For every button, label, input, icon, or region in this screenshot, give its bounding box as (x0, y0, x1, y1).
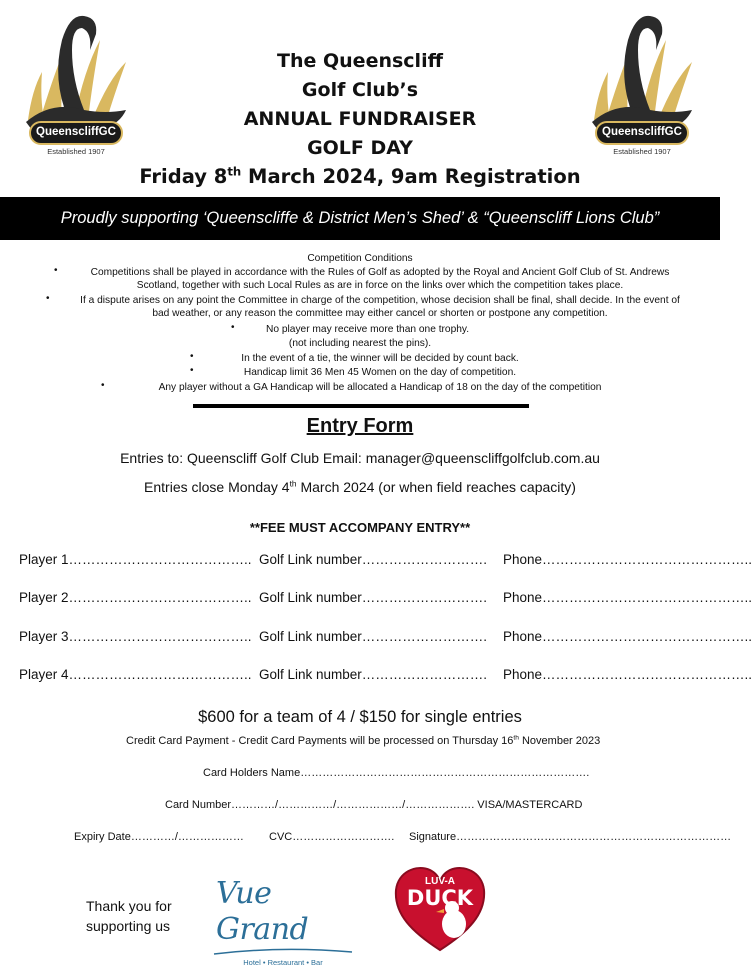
title-line-4: GOLF DAY (307, 137, 413, 159)
divider (193, 404, 529, 408)
luv-a-text: LUV-A (425, 876, 455, 887)
event-date: Friday 8th March 2024, 9am Registration (139, 164, 581, 188)
logo-badge-text: QueenscliffGC (36, 126, 116, 138)
player-2-field[interactable]: Player 2………………………………….. (19, 590, 252, 605)
credit-card-note: Credit Card Payment - Credit Card Payments will be processed on Thursday 16th November 2023 (126, 734, 601, 747)
player-4-phone-field[interactable]: Phone……………………………………….. (503, 667, 752, 682)
bullet-icon: • (190, 365, 194, 376)
player-1-field[interactable]: Player 1………………………………….. (19, 552, 252, 567)
player-2-phone-field[interactable]: Phone……………………………………….. (503, 590, 752, 605)
player-3-phone-field[interactable]: Phone……………………………………….. (503, 629, 752, 644)
conditions-heading: Competition Conditions (307, 253, 413, 264)
condition-item: Handicap limit 36 Men 45 Women on the day of competition. (243, 367, 517, 378)
card-holder-field[interactable]: Card Holders Name……………………………………………………………………. (203, 767, 590, 779)
player-1-golf-link-field[interactable]: Golf Link number………………………. (259, 552, 488, 567)
condition-item: Competitions shall be played in accordance with the Rules of Golf as adopted by the Royal and Ancient Golf Club of St. Andrews Scotland, together with such Local Rules as are in force on the links over which the competition takes place. (90, 267, 670, 292)
entries-close: Entries close Monday 4th March 2024 (or when field reaches capacity) (144, 478, 576, 495)
price-info: $600 for a team of 4 / $150 for single entries (198, 708, 522, 726)
player-4-field[interactable]: Player 4………………………………….. (19, 667, 252, 682)
thank-you-line-1: Thank you for (86, 898, 172, 914)
logo-badge-text: QueenscliffGC (602, 126, 682, 138)
card-number-field[interactable]: Card Number…………/……………/………………/………………. VISA/MASTERCARD (165, 799, 583, 811)
title-line-2: Golf Club’s (301, 79, 419, 101)
expiry-date-field[interactable]: Expiry Date…………/……………… (74, 831, 244, 843)
title-line-1: The Queenscliff (277, 50, 443, 72)
vue-grand-name: Vue Grand (216, 876, 309, 947)
bullet-icon: • (46, 293, 50, 304)
vue-grand-logo (210, 876, 356, 967)
thank-you-text (86, 896, 172, 936)
condition-item: No player may receive more than one trophy. (266, 324, 470, 335)
club-logo-right (588, 10, 696, 160)
club-logo-left (22, 10, 130, 160)
player-1-phone-field[interactable]: Phone……………………………………….. (503, 552, 752, 567)
player-4-golf-link-field[interactable]: Golf Link number………………………. (259, 667, 488, 682)
condition-item: In the event of a tie, the winner will be decided by count back. (241, 353, 519, 364)
thank-you-line-2: supporting us (86, 918, 171, 934)
fee-note: **FEE MUST ACCOMPANY ENTRY** (249, 520, 471, 535)
cvc-field[interactable]: CVC………………………. (269, 831, 395, 843)
player-3-field[interactable]: Player 3………………………………….. (19, 629, 252, 644)
player-3-golf-link-field[interactable]: Golf Link number………………………. (259, 629, 488, 644)
logo-established: Established 1907 (613, 147, 671, 156)
entry-form-title: Entry Form (306, 415, 414, 437)
duck-text: DUCK (406, 886, 474, 910)
bullet-icon: • (190, 351, 194, 362)
condition-item: If a dispute arises on any point the Committee in charge of the competition, whose decision shall be final, shall decide. In the event of bad weather, or any reason the committee may either cancel or shorten or postpone any competition. (80, 295, 680, 320)
supporting-banner (0, 197, 720, 240)
bullet-icon: • (101, 380, 105, 391)
player-2-golf-link-field[interactable]: Golf Link number………………………. (259, 590, 488, 605)
condition-item: Any player without a GA Handicap will be allocated a Handicap of 18 on the day of the competition (158, 382, 602, 393)
vue-grand-subtitle: Hotel • Restaurant • Bar (243, 958, 323, 967)
signature-field[interactable]: Signature………………………………………………………………… (409, 831, 732, 843)
bullet-icon: • (54, 265, 58, 276)
bullet-icon: • (231, 322, 235, 333)
banner-text: Proudly supporting ‘Queenscliffe & District Men’s Shed’ & “Queenscliff Lions Club” (60, 209, 660, 227)
entries-to: Entries to: Queenscliff Golf Club Email: manager@queenscliffgolfclub.com.au (120, 450, 600, 466)
luv-a-duck-logo (392, 862, 488, 954)
swoosh-icon (210, 948, 356, 956)
logo-established: Established 1907 (47, 147, 105, 156)
title-line-3: ANNUAL FUNDRAISER (243, 108, 477, 130)
condition-item: (not including nearest the pins). (288, 338, 432, 349)
